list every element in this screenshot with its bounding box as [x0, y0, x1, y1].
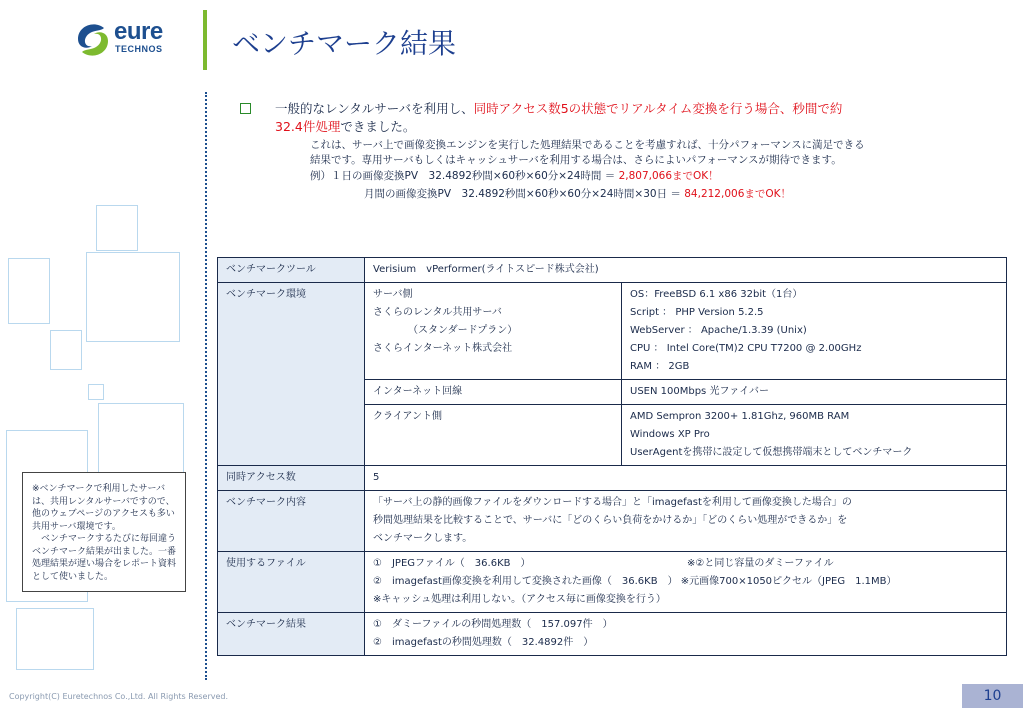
- cell-line: ① ダミーファイルの秒間処理数（ 157.097件 ）: [373, 619, 613, 630]
- cell-line: AMD Sempron 3200+ 1.81Ghz, 960MB RAM: [630, 411, 850, 422]
- row-label: ベンチマーク内容: [218, 491, 365, 552]
- detail-line-2: 結果です。専用サーバもしくはキャッシュサーバを利用する場合は、さらによいパフォーマンスが期待できます。: [310, 154, 842, 166]
- cell-line: ② imagefastの秒間処理数（ 32.4892件 ）: [373, 637, 594, 648]
- decor-square: [88, 384, 104, 400]
- cell-line: RAM ： 2GB: [630, 361, 690, 372]
- row-label: 同時アクセス数: [218, 466, 365, 491]
- page-number: 10: [962, 684, 1023, 708]
- cell-line: さくらのレンタル共用サーバ: [373, 307, 502, 318]
- cell-line: CPU ： Intel Core(TM)2 CPU T7200 @ 2.00GHz: [630, 343, 862, 354]
- example-result: 84,212,006までOK！: [684, 188, 792, 200]
- logo-subtext: TECHNOS: [115, 44, 163, 54]
- summary-highlight: 同時アクセス数5の状態でリアルタイム変換を行う場合、秒間で約: [473, 101, 843, 116]
- example-text: 例）１日の画像変換PV 32.4892秒間×60秒×60分×24時間 ＝: [310, 170, 619, 182]
- cell-line: UserAgentを携帯に設定して仮想携帯端末としてベンチマーク: [630, 447, 913, 458]
- table-row: [218, 491, 1007, 552]
- copyright: Copyright(C) Euretechnos Co.,Ltd. All Rights Reserved.: [9, 692, 229, 701]
- row-value: [365, 613, 1007, 656]
- example-text: 月間の画像変換PV 32.4892秒間×60秒×60分×24時間×30日 ＝: [364, 188, 685, 200]
- cell-label: クライアント側: [365, 405, 622, 466]
- decor-square: [16, 608, 94, 670]
- decor-square: [50, 330, 82, 370]
- cell-line: [373, 555, 998, 573]
- decor-square: [96, 205, 138, 251]
- cell-line: Windows XP Pro: [630, 429, 710, 440]
- table-row: [218, 283, 1007, 380]
- title-accent-bar: [203, 10, 207, 70]
- detail-line-1: これは、サーバ上で画像変換エンジンを実行した処理結果であることを考慮すれば、十分パフォーマンスに満足できる: [310, 139, 865, 151]
- cell-line: （スタンダードプラン）: [373, 325, 518, 336]
- cell-line: ② imagefast画像変換を利用して変換された画像（ 36.6KB ） ※元画像700×1050ピクセル（JPEG 1.1MB）: [373, 576, 897, 587]
- logo-wordmark: eure: [114, 18, 163, 45]
- row-value: Verisium vPerformer(ライトスピード株式会社): [365, 258, 1007, 283]
- logo-swirl-icon: [74, 22, 112, 58]
- cell-line: WebServer ： Apache/1.3.39 (Unix): [630, 325, 807, 336]
- summary-text: できました。: [340, 119, 416, 134]
- table-row: [218, 552, 1007, 613]
- company-logo: [74, 18, 184, 58]
- cell-line: OS：FreeBSD 6.1 x86 32bit（1台）: [630, 289, 803, 300]
- row-value: 5: [365, 466, 1007, 491]
- decor-square: [8, 258, 50, 324]
- side-note: ※ベンチマークで利用したサーバは、共用レンタルサーバですので、他のウェブページのアクセスも多い共用サーバ環境です。 ベンチマークするたびに毎回違うベンチマーク結果が出ました。一番処理結果が遅い場合をレポート資料として使いました。: [22, 472, 186, 592]
- table-row: [218, 258, 1007, 283]
- client-spec-cell: [622, 405, 1007, 466]
- cell-line: Script ： PHP Version 5.2.5: [630, 307, 764, 318]
- row-label: 使用するファイル: [218, 552, 365, 613]
- summary-line-1: [275, 99, 842, 117]
- cell-line: サーバ側: [373, 289, 413, 300]
- file-item: ① JPEGファイル（ 36.6KB ）: [373, 558, 531, 569]
- server-side-cell: [365, 283, 622, 380]
- page-title: ベンチマーク結果: [232, 27, 457, 60]
- cell-line: ベンチマークします。: [373, 533, 473, 544]
- server-spec-cell: [622, 283, 1007, 380]
- summary-text: 一般的なレンタルサーバを利用し、: [275, 101, 474, 116]
- cell-line: ※キャッシュ処理は利用しない。（アクセス毎に画像変換を行う）: [373, 594, 666, 605]
- cell-line: さくらインターネット株式会社: [373, 343, 513, 354]
- row-label: ベンチマーク結果: [218, 613, 365, 656]
- cell-line: 「サーバ上の静的画像ファイルをダウンロードする場合」と「imagefastを利用して画像変換した場合」の: [373, 497, 852, 508]
- example-result: 2,807,066までOK！: [618, 170, 719, 182]
- file-note: ※②と同じ容量のダミーファイル: [687, 558, 834, 569]
- summary-line-2: [275, 117, 415, 135]
- decor-square: [86, 252, 180, 342]
- table-row: [218, 613, 1007, 656]
- example-line-2: [364, 186, 791, 201]
- row-label: ベンチマーク環境: [218, 283, 365, 466]
- row-label: ベンチマークツール: [218, 258, 365, 283]
- dotted-divider: [205, 92, 207, 680]
- cell-value: USEN 100Mbps 光ファイバー: [622, 380, 1007, 405]
- row-value: [365, 552, 1007, 613]
- benchmark-table: [217, 257, 1007, 656]
- row-value: [365, 491, 1007, 552]
- cell-line: 秒間処理結果を比較することで、サーバに「どのくらい負荷をかけるか」「どのくらい処理ができるか」を: [373, 515, 848, 526]
- cell-label: インターネット回線: [365, 380, 622, 405]
- table-row: [218, 466, 1007, 491]
- summary-highlight: 32.4件処理: [275, 119, 341, 134]
- bullet-square-icon: [240, 103, 251, 114]
- example-line-1: [310, 168, 719, 183]
